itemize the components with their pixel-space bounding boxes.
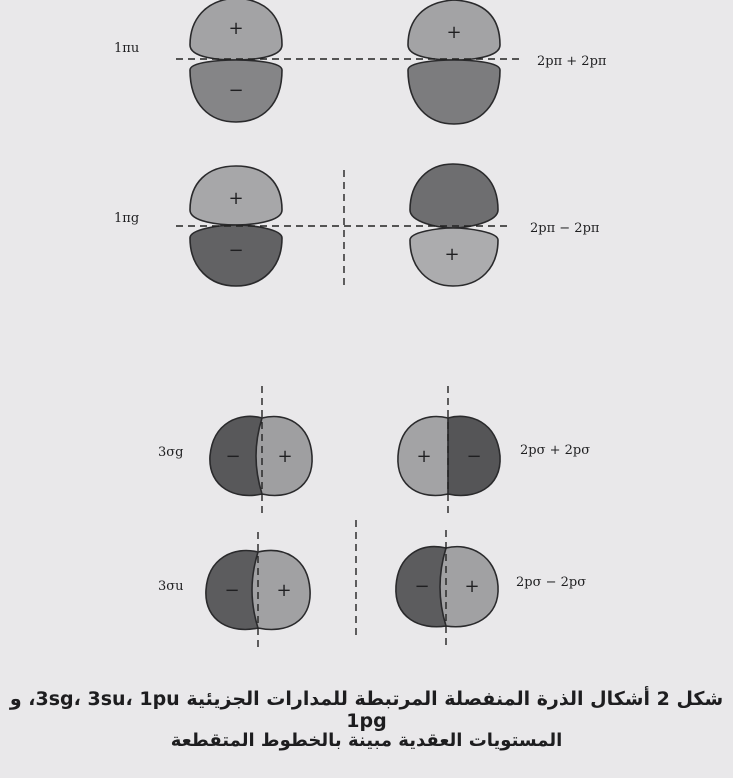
sigma-u-row <box>158 520 586 650</box>
lobe-bottom <box>408 60 500 124</box>
combo-sigma-plus: 2pσ + 2pσ <box>520 443 591 458</box>
label-sigma-g: 3σg <box>158 445 184 460</box>
label-pi-g: 1πg <box>114 211 140 226</box>
sigma-g-right-orbital <box>398 386 500 516</box>
sigma-u-right-orbital <box>396 530 498 648</box>
figure-caption: شكل 2 أشكال الذرة المنفصلة المرتبطة للمدارات الجزيئية 3sg، 3su، 1pu، و 1pg <box>9 688 724 732</box>
sign-plus: + <box>446 22 462 43</box>
sign-minus: − <box>414 576 430 597</box>
sign-plus: + <box>464 576 480 597</box>
pi-u-right-orbital <box>408 0 500 124</box>
pi-u-left-orbital <box>190 0 282 122</box>
sign-minus: − <box>228 240 244 261</box>
sign-plus: + <box>228 18 244 39</box>
sign-plus: + <box>277 446 293 467</box>
sign-plus: + <box>228 188 244 209</box>
sign-minus: − <box>228 80 244 101</box>
combo-pi-plus: 2pπ + 2pπ <box>537 54 607 69</box>
sign-minus: − <box>225 446 241 467</box>
pi-u-row <box>114 0 607 124</box>
pi-g-row <box>114 164 600 290</box>
label-sigma-u: 3σu <box>158 579 184 594</box>
sigma-g-left-orbital <box>210 386 312 516</box>
sign-plus: + <box>416 446 432 467</box>
sign-plus: + <box>444 244 460 265</box>
pi-g-right-orbital <box>410 164 498 286</box>
figure-caption-subtitle: المستويات العقدية مبينة بالخطوط المتقطعة <box>170 730 563 751</box>
combo-pi-minus: 2pπ − 2pπ <box>530 221 600 236</box>
combo-sigma-minus: 2pσ − 2pσ <box>516 575 587 590</box>
sigma-g-row <box>158 386 590 516</box>
sign-minus: − <box>466 446 482 467</box>
sign-plus: + <box>276 580 292 601</box>
sigma-u-left-orbital <box>206 532 310 650</box>
label-pi-u: 1πu <box>114 41 140 56</box>
sign-minus: − <box>224 580 240 601</box>
lobe-top <box>410 164 498 228</box>
